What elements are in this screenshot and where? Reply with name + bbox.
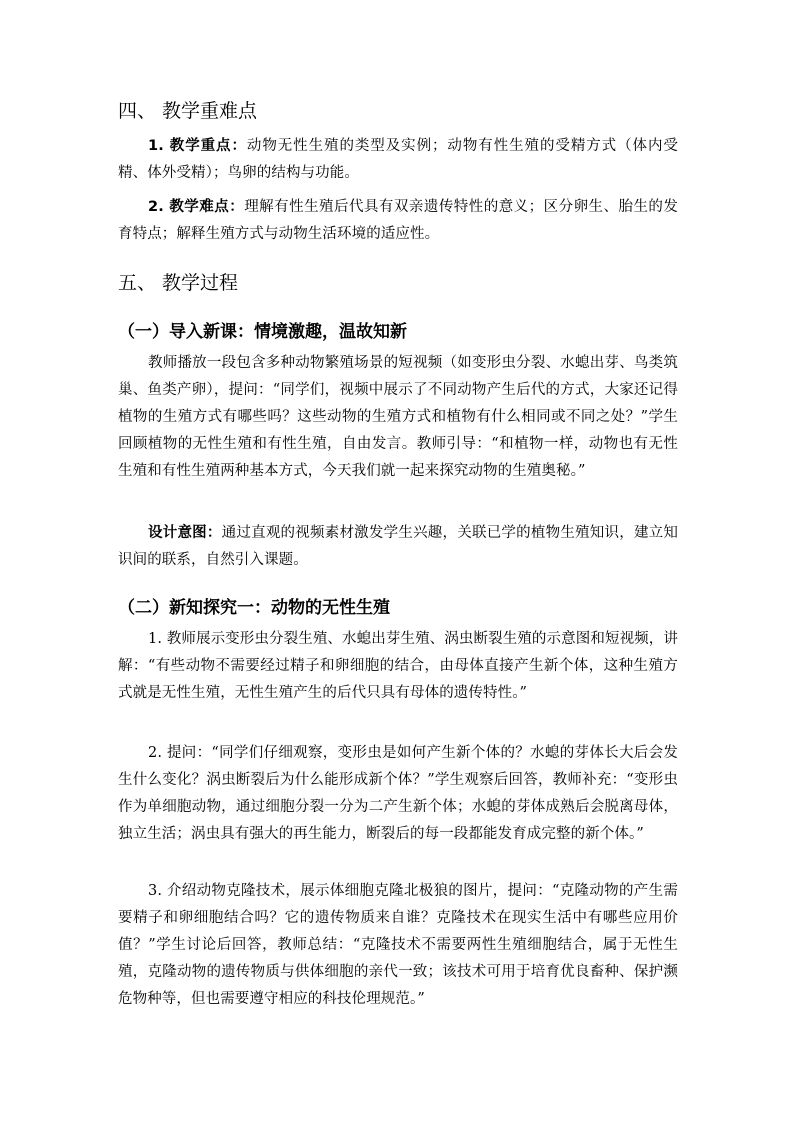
- difficult-point-label: 2. 教学难点：: [148, 199, 245, 215]
- asexual-paragraph-2: 2. 提问：“同学们仔细观察，变形虫是如何产生新个体的？水螅的芽体长大后会发生什么变化？涡虫断裂后为什么能形成新个体？”学生观察后回答，教师补充：“变形虫作为单细胞动物，通过细胞分裂一分为二产生新个体；水螅的芽体成熟后会脱离母体，独立生活；涡虫具有强大的再生能力，断裂后的每一段都能发育成完整的新个体。”: [118, 745, 678, 842]
- key-point-paragraph: [118, 133, 678, 187]
- section-heading-key-points: 四、 教学重难点: [118, 100, 258, 122]
- design-intent-label: 设计意图：: [148, 525, 222, 541]
- difficult-point-text: 理解有性生殖后代具有双亲遗传特性的意义；区分卵生、胎生的发育特点；解释生殖方式与动物生活环境的适应性。: [118, 199, 678, 242]
- key-point-label: 1. 教学重点：: [148, 138, 247, 154]
- intro-paragraph: 教师播放一段包含多种动物繁殖场景的短视频（如变形虫分裂、水螅出芽、鸟类筑巢、鱼类产卵），提问：“同学们，视频中展示了不同动物产生后代的方式，大家还记得植物的生殖方式有哪些吗？这些动物的生殖方式和植物有什么相同或不同之处？”学生回顾植物的无性生殖和有性生殖，自由发言。教师引导：“和植物一样，动物也有无性生殖和有性生殖两种基本方式，今天我们就一起来探究动物的生殖奥秘。”: [118, 355, 678, 479]
- subsection-heading-asexual: （二）新知探究一：动物的无性生殖: [118, 598, 390, 618]
- asexual-paragraph-1: 1. 教师展示变形虫分裂生殖、水螅出芽生殖、涡虫断裂生殖的示意图和短视频，讲解：“有些动物不需要经过精子和卵细胞的结合，由母体直接产生新个体，这种生殖方式就是无性生殖，无性生殖产生的后代只具有母体的遗传特性。”: [118, 631, 678, 701]
- difficult-point-paragraph: [118, 194, 678, 248]
- subsection-heading-intro: （一）导入新课：情境激趣，温故知新: [118, 322, 407, 342]
- design-intent-paragraph: [118, 520, 678, 574]
- design-intent-text: 通过直观的视频素材激发学生兴趣，关联已学的植物生殖知识，建立知识间的联系，自然引入课题。: [118, 525, 679, 568]
- key-point-text: 动物无性生殖的类型及实例；动物有性生殖的受精方式（体内受精、体外受精）；鸟卵的结构与功能。: [118, 138, 678, 181]
- section-heading-teaching-process: 五、 教学过程: [118, 272, 239, 294]
- asexual-paragraph-3: 3. 介绍动物克隆技术，展示体细胞克隆北极狼的图片，提问：“克隆动物的产生需要精子和卵细胞结合吗？它的遗传物质来自谁？克隆技术在现实生活中有哪些应用价值？”学生讨论后回答，教师总结：“克隆技术不需要两性生殖细胞结合，属于无性生殖，克隆动物的遗传物质与供体细胞的亲代一致；该技术可用于培育优良畜种、保护濒危物种等，但也需要遵守相应的科技伦理规范。”: [118, 883, 678, 1007]
